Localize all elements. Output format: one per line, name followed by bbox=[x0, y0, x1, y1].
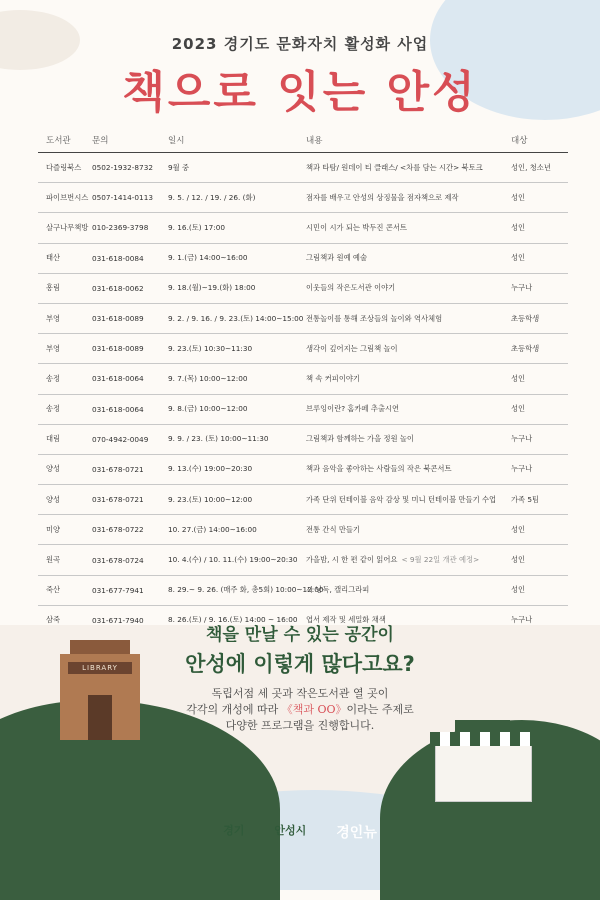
shop-awning bbox=[430, 732, 535, 746]
cell-target-text: 성인 bbox=[511, 253, 526, 263]
cell-target-text: 누구나 bbox=[511, 464, 533, 474]
desc-line-1: 독립서점 세 곳과 작은도서관 열 곳이 bbox=[211, 687, 389, 700]
cell-target-text: 성인 bbox=[511, 192, 526, 202]
cell-contact bbox=[92, 223, 168, 232]
cell-date-text: 8. 29.~ 9. 26. (매주 화, 총5회) 10:00~12:00 bbox=[168, 585, 324, 595]
cell-content-text: 전통놀이를 통해 조상들의 놀이와 역사체험 bbox=[306, 313, 443, 323]
bottom-headline-2: 안성에 이렇게 많다고요? bbox=[185, 652, 415, 676]
bottom-headline-1: 책을 만날 수 있는 공간이 bbox=[206, 625, 394, 645]
cell-library bbox=[38, 163, 92, 173]
cell-target-text: 성인 bbox=[511, 222, 526, 232]
cell-contact-text: 031-678-0721 bbox=[92, 495, 144, 505]
cell-date-text: 10. 4.(수) / 10. 11.(수) 19:00~20:30 bbox=[168, 555, 298, 565]
table-row bbox=[38, 304, 568, 334]
cell-target bbox=[511, 253, 568, 263]
cell-contact-text: 031-618-0064 bbox=[92, 374, 144, 384]
cell-target bbox=[511, 193, 568, 203]
cell-content-text: 전통 간식 만들기 bbox=[306, 524, 360, 534]
desc-line-3: 다양한 프로그램을 진행합니다. bbox=[225, 719, 375, 732]
cell-content bbox=[306, 374, 511, 384]
cell-contact-text: 031-618-0084 bbox=[92, 253, 144, 263]
table-row bbox=[38, 576, 568, 606]
cell-library bbox=[38, 404, 92, 414]
cell-contact-text: 031-671-7940 bbox=[92, 615, 144, 625]
cell-library bbox=[38, 434, 92, 444]
cell-target-text: 성인 bbox=[511, 585, 526, 595]
table-row bbox=[38, 425, 568, 455]
cell-content bbox=[306, 314, 511, 324]
desc-line-2 bbox=[0, 702, 600, 718]
cell-content-text: 책과 음악을 좋아하는 사람들의 작은 북콘서트 bbox=[306, 464, 452, 474]
cell-library-text: 죽산 bbox=[46, 585, 61, 595]
cell-content bbox=[306, 283, 511, 293]
cell-library-text: 송정 bbox=[46, 373, 61, 383]
cell-content-text: 생각이 깊어지는 그림책 놀이 bbox=[306, 343, 398, 353]
cell-target-text: 성인 bbox=[511, 555, 526, 565]
cell-content-text: 책 속 커피이야기 bbox=[306, 373, 360, 383]
cell-library-text: 살구나무책방 bbox=[46, 222, 89, 232]
cell-target bbox=[511, 585, 568, 595]
cell-target bbox=[511, 283, 568, 293]
cell-date bbox=[168, 525, 306, 535]
cell-target bbox=[511, 464, 568, 474]
table-row bbox=[38, 244, 568, 274]
cell-target bbox=[511, 314, 568, 324]
cell-library bbox=[38, 495, 92, 505]
cell-date-text: 9. 7.(목) 10:00~12:00 bbox=[168, 373, 248, 383]
cell-content bbox=[306, 464, 511, 474]
cell-target bbox=[511, 525, 568, 535]
cell-contact-text: 031-618-0089 bbox=[92, 344, 144, 354]
cell-content bbox=[306, 434, 511, 444]
cell-target-text: 성인, 청소년 bbox=[511, 162, 551, 172]
cell-content bbox=[306, 193, 511, 203]
cell-content bbox=[306, 253, 511, 263]
table-row bbox=[38, 153, 568, 183]
cell-target bbox=[511, 374, 568, 384]
cell-target-text: 성인 bbox=[511, 404, 526, 414]
publisher-watermark: 경인뉴 bbox=[336, 825, 377, 841]
cell-content-text: 그림책과 원예 예술 bbox=[306, 253, 368, 263]
cell-target bbox=[511, 163, 568, 173]
table-row bbox=[38, 515, 568, 545]
table-row bbox=[38, 455, 568, 485]
cell-content-text: 시 낭독, 캘리그라피 bbox=[306, 585, 370, 595]
cell-content bbox=[306, 495, 511, 505]
cell-contact bbox=[92, 344, 168, 353]
table-row bbox=[38, 364, 568, 394]
cell-contact-text: 031-678-0724 bbox=[92, 555, 144, 565]
cell-date-text: 9. 13.(수) 19:00~20:30 bbox=[168, 464, 253, 474]
cell-content-text: 이웃들의 작은도서관 이야기 bbox=[306, 283, 396, 293]
program-table bbox=[38, 128, 568, 636]
cell-date bbox=[168, 253, 306, 263]
table-row bbox=[38, 485, 568, 515]
cell-contact-text: 031-618-0064 bbox=[92, 404, 144, 414]
table-body bbox=[38, 153, 568, 636]
cell-content-text: 점자를 배우고 안성의 상징물을 점자책으로 제작 bbox=[306, 192, 459, 202]
cell-target-text: 가족 5팀 bbox=[511, 494, 540, 504]
col-date: 일시 bbox=[168, 136, 185, 146]
cell-date bbox=[168, 344, 306, 354]
cell-target-text: 성인 bbox=[511, 373, 526, 383]
cell-library-text: 부영 bbox=[46, 343, 61, 353]
cell-library bbox=[38, 585, 92, 595]
cell-date bbox=[168, 555, 306, 565]
cell-date-text: 9. 23.(토) 10:30~11:30 bbox=[168, 343, 253, 353]
cell-library-text: 다즐링북스 bbox=[46, 162, 82, 172]
cell-contact bbox=[92, 465, 168, 474]
cell-content bbox=[306, 344, 511, 354]
cell-library-text: 송정 bbox=[46, 404, 61, 414]
cell-library-text: 흥림 bbox=[46, 283, 61, 293]
cell-target bbox=[511, 555, 568, 565]
cell-date bbox=[168, 404, 306, 414]
cell-date bbox=[168, 163, 306, 173]
cell-target bbox=[511, 223, 568, 233]
shop-wall bbox=[435, 740, 532, 802]
poster-title: 책으로 잇는 안성 bbox=[122, 67, 478, 118]
cell-target-text: 성인 bbox=[511, 524, 526, 534]
cell-date bbox=[168, 283, 306, 293]
cell-date-text: 9. 8.(금) 10:00~12:00 bbox=[168, 404, 248, 414]
cell-library bbox=[38, 253, 92, 263]
cell-library-text: 삼죽 bbox=[46, 615, 61, 625]
cell-date-text: 9월 중 bbox=[168, 162, 190, 172]
cell-content-text: 가족 단위 턴테이블 음악 감상 및 미니 턴테이블 만들기 수업 bbox=[306, 494, 497, 504]
cell-note: < 9월 22일 개관 예정> bbox=[401, 555, 480, 565]
cell-contact bbox=[92, 193, 168, 202]
poster-subtitle: 2023 경기도 문화자치 활성화 사업 bbox=[171, 35, 429, 53]
cell-date-text: 9. 18.(월)~19.(화) 18:00 bbox=[168, 283, 256, 293]
cell-content-text: 가을밤, 시 한 편 같이 읽어요 bbox=[306, 555, 398, 565]
library-sign: LIBRARY bbox=[68, 662, 132, 674]
table-row bbox=[38, 545, 568, 575]
cell-date-text: 9. 2. / 9. 16. / 9. 23.(토) 14:00~15:00 bbox=[168, 313, 304, 323]
col-content: 내용 bbox=[306, 136, 323, 146]
cell-content-text: 그림책과 함께하는 가을 정원 놀이 bbox=[306, 434, 414, 444]
cell-date-text: 9. 23.(토) 10:00~12:00 bbox=[168, 494, 253, 504]
cell-date-text: 9. 16.(토) 17:00 bbox=[168, 222, 225, 232]
cell-contact bbox=[92, 435, 168, 444]
cell-target-text: 초등학생 bbox=[511, 313, 540, 323]
cell-content bbox=[306, 404, 511, 414]
table-row bbox=[38, 334, 568, 364]
cell-contact-text: 031-678-0721 bbox=[92, 464, 144, 474]
cell-library bbox=[38, 314, 92, 324]
table-header bbox=[38, 128, 568, 153]
cell-content-text: 브루잉이란? 홈카페 추출시연 bbox=[306, 404, 400, 414]
cell-contact bbox=[92, 525, 168, 534]
col-contact: 문의 bbox=[92, 136, 109, 146]
cell-contact bbox=[92, 586, 168, 595]
cell-contact bbox=[92, 254, 168, 263]
cell-date bbox=[168, 495, 306, 505]
cell-library bbox=[38, 283, 92, 293]
cell-contact bbox=[92, 556, 168, 565]
cell-library-text: 태산 bbox=[46, 253, 61, 263]
bottom-description bbox=[0, 686, 600, 734]
cell-content bbox=[306, 163, 511, 173]
cell-contact-text: 010-2369-3798 bbox=[92, 223, 149, 233]
cell-date bbox=[168, 434, 306, 444]
table-row bbox=[38, 183, 568, 213]
cell-date bbox=[168, 223, 306, 233]
cell-date bbox=[168, 193, 306, 203]
footer-logos bbox=[0, 822, 600, 842]
cell-contact-text: 070-4942-0049 bbox=[92, 434, 149, 444]
cell-date bbox=[168, 314, 306, 324]
gyeonggi-logo: 경기 bbox=[223, 824, 245, 837]
desc-line-2-pre: 각각의 개성에 따라 bbox=[186, 703, 282, 716]
cell-contact bbox=[92, 405, 168, 414]
cell-library bbox=[38, 344, 92, 354]
cell-contact-text: 0507-1414-0113 bbox=[92, 193, 153, 203]
cell-content bbox=[306, 223, 511, 233]
cell-date-text: 9. 1.(금) 14:00~16:00 bbox=[168, 253, 248, 263]
cell-library bbox=[38, 193, 92, 203]
col-target: 대상 bbox=[511, 136, 528, 146]
cell-content bbox=[306, 525, 511, 535]
cell-content-text: 엽서 제작 및 세밀화 채색 bbox=[306, 615, 386, 625]
cell-library bbox=[38, 223, 92, 233]
col-library: 도서관 bbox=[46, 136, 71, 146]
cell-target bbox=[511, 434, 568, 444]
cell-target bbox=[511, 344, 568, 354]
cell-target-text: 누구나 bbox=[511, 615, 533, 625]
cell-library bbox=[38, 464, 92, 474]
cell-date-text: 8. 26.(토) / 9. 16.(토) 14:00 ~ 16:00 bbox=[168, 615, 298, 625]
table-row bbox=[38, 395, 568, 425]
cell-target bbox=[511, 404, 568, 414]
table-row bbox=[38, 274, 568, 304]
cell-contact bbox=[92, 374, 168, 383]
cell-date bbox=[168, 464, 306, 474]
cell-content bbox=[306, 555, 511, 565]
cell-library bbox=[38, 555, 92, 565]
anseong-logo: 안성시 bbox=[274, 824, 307, 837]
cell-date bbox=[168, 585, 324, 595]
cell-contact bbox=[92, 284, 168, 293]
cell-library-text: 미양 bbox=[46, 524, 61, 534]
cell-contact-text: 031-678-0722 bbox=[92, 525, 144, 535]
cell-contact-text: 031-618-0062 bbox=[92, 283, 144, 293]
cell-contact-text: 031-618-0089 bbox=[92, 314, 144, 324]
cell-library bbox=[38, 374, 92, 384]
cell-library bbox=[38, 525, 92, 535]
cell-library-text: 파이브번시스 bbox=[46, 192, 89, 202]
cell-library-text: 양성 bbox=[46, 494, 61, 504]
cell-content-text: 시민이 시가 되는 박두진 콘서트 bbox=[306, 222, 407, 232]
cell-target-text: 누구나 bbox=[511, 434, 533, 444]
cell-contact bbox=[92, 163, 168, 172]
cell-target bbox=[511, 495, 568, 505]
cell-target-text: 초등학생 bbox=[511, 343, 540, 353]
cell-date bbox=[168, 374, 306, 384]
cell-target-text: 누구나 bbox=[511, 283, 533, 293]
desc-highlight: 《책과 OO》 bbox=[281, 703, 347, 716]
cell-date-text: 9. 9. / 23. (토) 10:00~11:30 bbox=[168, 434, 269, 444]
cell-date-text: 10. 27.(금) 14:00~16:00 bbox=[168, 524, 257, 534]
cell-library-text: 부영 bbox=[46, 313, 61, 323]
desc-line-2-post: 이라는 주제로 bbox=[346, 703, 414, 716]
cell-library-text: 대림 bbox=[46, 434, 61, 444]
table-row bbox=[38, 213, 568, 243]
cell-content bbox=[306, 585, 511, 595]
cell-contact-text: 031-677-7941 bbox=[92, 585, 144, 595]
cell-date-text: 9. 5. / 12. / 19. / 26. (화) bbox=[168, 192, 256, 202]
cell-contact bbox=[92, 314, 168, 323]
cell-content-text: 책과 타탐/ 원데이 티 클래스/ <차를 담는 시간> 북토크 bbox=[306, 162, 483, 172]
cell-library-text: 원곡 bbox=[46, 555, 61, 565]
cell-contact bbox=[92, 495, 168, 504]
cell-contact-text: 0502-1932-8732 bbox=[92, 163, 153, 173]
cell-library-text: 양성 bbox=[46, 464, 61, 474]
